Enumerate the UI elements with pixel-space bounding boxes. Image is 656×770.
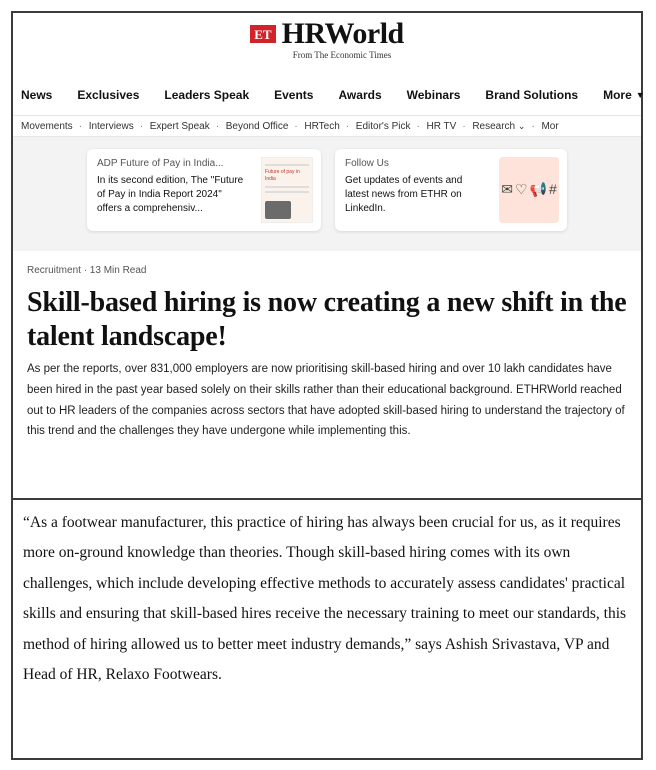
subnav-editors-pick[interactable]: · Editor's Pick [348,121,419,132]
promo-title: Follow Us [345,158,389,169]
brand-name: HRWorld [281,17,404,50]
subnav-research-label: Research [472,120,516,132]
article-category[interactable]: Recruitment [27,265,81,276]
nav-news[interactable]: News [21,88,53,102]
brand-subtitle: From The Economic Times [292,50,392,60]
report-thumb-label: Future of pay in India [265,169,300,182]
et-badge: ET [250,25,275,43]
article-summary: As per the reports, over 831,000 employers are now prioritising skill-based hiring and over 10 lakh candidates have been hired in the past year based solely on their skills rather than their educational background. ETHRWorld reached out to HR leaders of the companies across sectors that have adopted skill-based hiring to understand the trajectory of this trend and the challenges they have undergone while implementing this. [27,363,625,438]
subnav-research[interactable] [464,121,533,132]
site-logo[interactable] [13,19,641,60]
hashtag-icon: # [548,181,557,198]
nav-brand-solutions[interactable]: Brand Solutions [485,88,579,102]
subnav-expert-speak[interactable]: · Expert Speak [142,121,218,132]
promo-title: ADP Future of Pay in India... [97,158,224,169]
quote-paragraph: “As a footwear manufacturer, this practice of hiring has always been crucial for us, as it requires more on-ground knowledge than theories. Though skill-based hiring comes with its own challenges, which include developing effective methods to accurately assess candidates' practical skills and ensuring that skill-based hires receive the necessary training to meet our standards, this method of hiring allowed us to better meet industry demands,” says Ashish Srivastava, VP and Head of HR, Relaxo Footwears. [23,514,627,683]
article-screenshot-quote [11,498,643,760]
article-headline: Skill-based hiring is now creating a new shift in the talent landscape! [27,287,627,352]
article-header [27,265,631,442]
nav-leaders-speak[interactable]: Leaders Speak [164,88,250,102]
subnav-beyond-office[interactable]: · Beyond Office [218,121,297,132]
chevron-down-icon: ⌄ [517,120,526,131]
promo-text: Get updates of events and latest news from ETHR on LinkedIn. [345,175,463,214]
promo-card-adp-report[interactable] [87,149,321,231]
nav-exclusives[interactable]: Exclusives [77,88,140,102]
main-navigation [13,83,645,107]
article-screenshot-top [11,11,643,500]
nav-events[interactable]: Events [274,88,314,102]
subnav-hr-tv[interactable]: · HR TV [418,121,464,132]
heart-icon: ♡ [514,181,528,198]
promo-card-follow-us[interactable] [335,149,567,231]
social-media-illustration-icon [499,157,559,223]
sub-navigation [13,115,641,137]
subnav-movements[interactable]: Movements [21,120,73,132]
chevron-down-icon: ▼ [635,90,645,100]
megaphone-icon: 📢 [529,181,547,198]
report-thumbnail [261,157,313,223]
chat-icon: ✉ [501,181,513,198]
promo-band [13,137,641,251]
subnav-more[interactable]: · Mor [533,121,566,132]
nav-awards[interactable]: Awards [338,88,382,102]
nav-more[interactable] [603,88,645,102]
article-read-time: 13 Min Read [89,265,147,276]
subnav-interviews[interactable]: · Interviews [81,121,142,132]
nav-more-label: More [603,88,632,102]
subnav-hrtech[interactable]: · HRTech [296,121,347,132]
promo-text: In its second edition, The "Future of Pay in India Report 2024" offers a comprehensiv... [97,175,244,214]
nav-webinars[interactable]: Webinars [406,88,461,102]
article-meta: Recruitment · 13 Min Read [27,265,147,276]
